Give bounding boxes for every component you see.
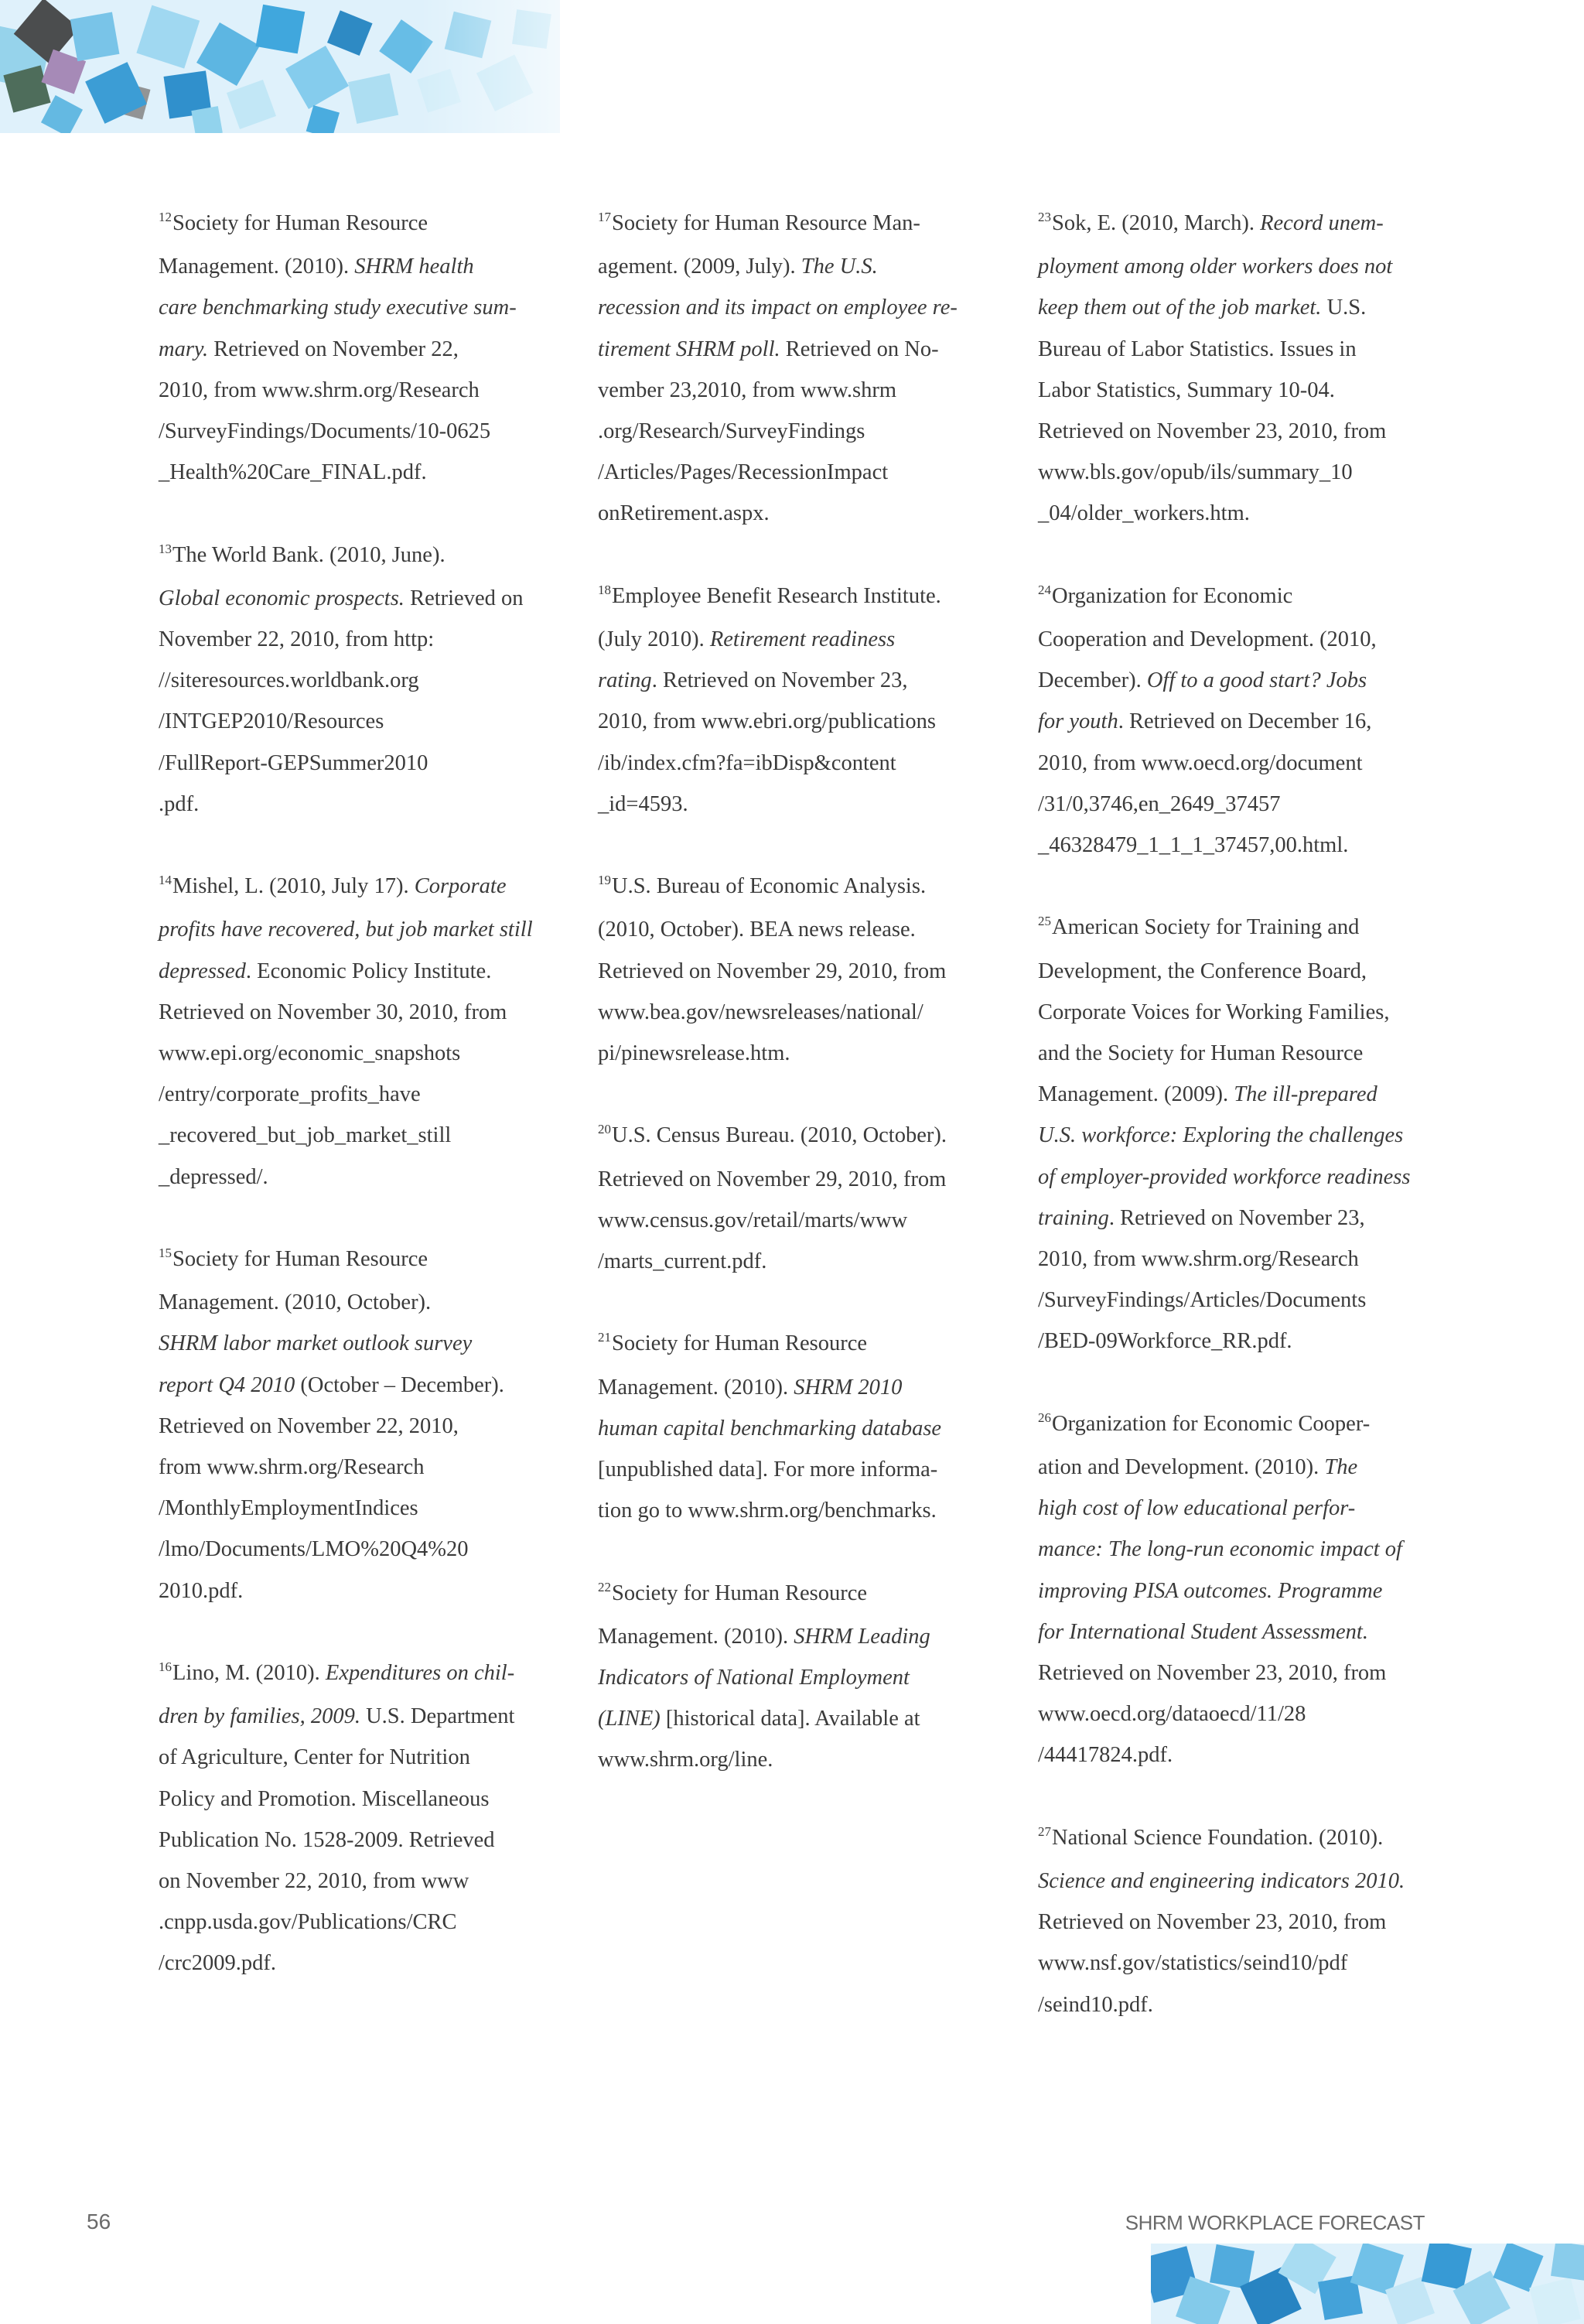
reference-text: _46328479_1_1_1_37457,00.html. xyxy=(1038,833,1349,858)
reference-25 xyxy=(1038,907,1434,1362)
reference-text: tion go to www.shrm.org/benchmarks. xyxy=(598,1499,937,1523)
page-number: 56 xyxy=(87,2210,111,2233)
reference-line xyxy=(1038,1488,1434,1529)
reference-text: on November 22, 2010, from www xyxy=(159,1869,469,1894)
reference-text: ation and Development. (2010). xyxy=(1038,1455,1325,1480)
reference-text: pi/pinewsrelease.htm. xyxy=(598,1041,790,1066)
reference-line xyxy=(159,701,555,742)
reference-line xyxy=(598,493,994,534)
reference-line xyxy=(159,203,555,246)
reference-text: /SurveyFindings/Articles/Documents xyxy=(1038,1288,1367,1313)
reference-text: onRetirement.aspx. xyxy=(598,501,770,526)
reference-text: vember 23,2010, from www.shrm xyxy=(598,378,897,402)
references-column-1 xyxy=(159,203,555,2025)
reference-text: U.S. xyxy=(1321,296,1367,320)
reference-line xyxy=(159,411,555,452)
reference-title-text: for youth xyxy=(1038,709,1118,734)
reference-21 xyxy=(598,1323,994,1531)
reference-text: Retrieved on November 29, 2010, from xyxy=(598,959,947,983)
reference-line xyxy=(598,660,994,701)
reference-text: Retrieved on November 22, 2010, xyxy=(159,1413,459,1438)
reference-text: /entry/corporate_profits_have xyxy=(159,1082,421,1107)
reference-text: www.shrm.org/line. xyxy=(598,1748,773,1772)
reference-17 xyxy=(598,203,994,535)
reference-line xyxy=(159,1157,555,1198)
reference-text: /Articles/Pages/RecessionImpact xyxy=(598,460,889,485)
reference-line xyxy=(1038,951,1434,992)
reference-text: Management. (2010, October). xyxy=(159,1290,432,1315)
reference-line xyxy=(159,370,555,411)
reference-text: .cnpp.usda.gov/Publications/CRC xyxy=(159,1910,457,1935)
reference-title-text: SHRM health xyxy=(354,255,474,279)
reference-text: www.census.gov/retail/marts/www xyxy=(598,1208,908,1232)
reference-title-text: improving PISA outcomes. Programme xyxy=(1038,1578,1383,1603)
reference-line xyxy=(1038,452,1434,493)
reference-text: Management. (2009). xyxy=(1038,1082,1234,1107)
reference-text: Retrieved on November 23, 2010, from xyxy=(1038,1661,1387,1686)
references-column-3 xyxy=(1038,203,1434,2066)
reference-title-text: SHRM labor market outlook survey xyxy=(159,1331,473,1356)
reference-line xyxy=(1038,203,1434,246)
reference-line xyxy=(159,1115,555,1156)
reference-line xyxy=(159,1820,555,1861)
reference-number: 21 xyxy=(598,1330,611,1345)
reference-title-text: for International Student Assessment. xyxy=(1038,1619,1368,1644)
reference-title-text: rating xyxy=(598,668,652,693)
reference-line xyxy=(1038,1074,1434,1115)
reference-text: _04/older_workers.htm. xyxy=(1038,501,1250,526)
reference-line xyxy=(598,411,994,452)
reference-text: /seind10.pdf. xyxy=(1038,1992,1153,2017)
reference-title-text: The ill-prepared xyxy=(1234,1082,1377,1107)
reference-title-text: Record unem- xyxy=(1260,211,1384,235)
reference-line xyxy=(159,452,555,493)
reference-line xyxy=(159,1365,555,1406)
reference-line xyxy=(1038,1817,1434,1861)
reference-title-text: report Q4 2010 xyxy=(159,1372,295,1397)
reference-text: 2010, from www.shrm.org/Research xyxy=(1038,1247,1359,1272)
reference-title-text: care benchmarking study executive sum- xyxy=(159,296,517,320)
reference-line xyxy=(598,203,994,246)
reference-number: 25 xyxy=(1038,914,1051,929)
references-column-2 xyxy=(598,203,994,1822)
reference-line xyxy=(159,1529,555,1570)
reference-text: /ib/index.cfm?fa=ibDisp&content xyxy=(598,750,896,775)
reference-line xyxy=(159,1779,555,1820)
reference-text: Corporate Voices for Working Families, xyxy=(1038,1000,1390,1024)
reference-number: 13 xyxy=(159,541,172,556)
reference-text: Labor Statistics, Summary 10-04. xyxy=(1038,378,1335,402)
reference-line xyxy=(598,1241,994,1282)
reference-text: Retrieved on November 23, 2010, from xyxy=(1038,419,1387,444)
reference-line xyxy=(1038,329,1434,370)
reference-text: /INTGEP2010/Resources xyxy=(159,709,384,734)
reference-line xyxy=(159,1696,555,1737)
reference-title-text: SHRM 2010 xyxy=(794,1375,903,1400)
reference-line xyxy=(1038,660,1434,701)
reference-text: U.S. Bureau of Economic Analysis. xyxy=(612,874,927,899)
reference-26 xyxy=(1038,1403,1434,1776)
reference-line xyxy=(1038,1943,1434,1984)
reference-text: Organization for Economic Cooper- xyxy=(1052,1411,1371,1436)
reference-line xyxy=(159,1902,555,1943)
reference-text: Retrieved on No- xyxy=(780,337,939,361)
reference-line xyxy=(159,1447,555,1488)
reference-text: Employee Benefit Research Institute. xyxy=(612,583,941,608)
reference-text: /MonthlyEmploymentIndices xyxy=(159,1496,418,1521)
reference-line xyxy=(1038,1529,1434,1570)
reference-text: . Retrieved on November 23, xyxy=(1108,1205,1365,1230)
reference-title-text: (LINE) xyxy=(598,1707,661,1731)
reference-line xyxy=(598,1323,994,1366)
reference-line xyxy=(159,1239,555,1282)
reference-title-text: profits have recovered, but job market still xyxy=(159,918,533,942)
reference-text: /FullReport-GEPSummer2010 xyxy=(159,750,428,775)
reference-line xyxy=(1038,493,1434,534)
reference-line xyxy=(598,743,994,784)
reference-line xyxy=(159,535,555,578)
reference-22 xyxy=(598,1573,994,1781)
reference-text: .org/Research/SurveyFindings xyxy=(598,419,865,444)
reference-title-text: depressed xyxy=(159,959,246,983)
reference-14 xyxy=(159,866,555,1198)
reference-line xyxy=(598,784,994,825)
reference-line xyxy=(598,1200,994,1241)
reference-text: Management. (2010). xyxy=(598,1624,794,1649)
reference-text: [unpublished data]. For more informa- xyxy=(598,1458,938,1482)
reference-line xyxy=(159,992,555,1033)
reference-line xyxy=(598,329,994,370)
reference-line xyxy=(1038,992,1434,1033)
reference-text: Sok, E. (2010, March). xyxy=(1052,211,1261,235)
reference-line xyxy=(159,951,555,992)
reference-line xyxy=(598,909,994,950)
reference-text: 2010, from www.shrm.org/Research xyxy=(159,378,480,402)
reference-12 xyxy=(159,203,555,493)
reference-13 xyxy=(159,535,555,825)
reference-line xyxy=(1038,1321,1434,1362)
reference-title-text: training xyxy=(1038,1205,1109,1230)
reference-text: _id=4593. xyxy=(598,791,688,816)
reference-text: Lino, M. (2010). xyxy=(172,1661,326,1686)
reference-title-text: The xyxy=(1324,1455,1358,1480)
reference-line xyxy=(1038,784,1434,825)
reference-number: 27 xyxy=(1038,1823,1051,1839)
reference-text: of Agriculture, Center for Nutrition xyxy=(159,1745,470,1770)
reference-title-text: Indicators of National Employment xyxy=(598,1666,910,1690)
reference-line xyxy=(1038,1033,1434,1074)
reference-line xyxy=(159,287,555,328)
reference-number: 24 xyxy=(1038,582,1051,597)
reference-line xyxy=(159,1074,555,1115)
reference-text: /31/0,3746,en_2649_37457 xyxy=(1038,791,1281,816)
reference-text: U.S. Department xyxy=(360,1704,515,1729)
reference-line xyxy=(159,1488,555,1529)
reference-number: 26 xyxy=(1038,1410,1051,1425)
reference-text: Society for Human Resource xyxy=(172,211,428,235)
reference-number: 22 xyxy=(598,1579,611,1594)
reference-24 xyxy=(1038,576,1434,866)
reference-text: /marts_current.pdf. xyxy=(598,1249,767,1274)
reference-number: 16 xyxy=(159,1659,172,1675)
reference-18 xyxy=(598,576,994,825)
reference-line xyxy=(1038,701,1434,742)
reference-line xyxy=(159,1737,555,1778)
reference-line xyxy=(1038,1403,1434,1447)
reference-line xyxy=(1038,1280,1434,1321)
reference-number: 15 xyxy=(159,1246,172,1261)
reference-line xyxy=(1038,1239,1434,1280)
reference-text: December). xyxy=(1038,668,1147,693)
reference-title-text: keep them out of the job market. xyxy=(1038,296,1322,320)
reference-text: Management. (2010). xyxy=(598,1375,794,1400)
reference-line xyxy=(598,1449,994,1490)
reference-number: 12 xyxy=(159,210,172,224)
reference-title-text: recession and its impact on employee re- xyxy=(598,296,958,320)
reference-line xyxy=(1038,1157,1434,1198)
reference-line xyxy=(1038,411,1434,452)
reference-text: . Retrieved on December 16, xyxy=(1118,709,1372,734)
reference-line xyxy=(159,619,555,660)
reference-text: _depressed/. xyxy=(159,1164,268,1189)
reference-text: agement. (2009, July). xyxy=(598,255,801,279)
reference-text: Management. (2010). xyxy=(159,255,355,279)
reference-line xyxy=(598,992,994,1033)
reference-title-text: tirement SHRM poll. xyxy=(598,337,780,361)
reference-text: Retrieved on November 30, 2010, from xyxy=(159,1000,507,1024)
reference-line xyxy=(159,329,555,370)
reference-number: 19 xyxy=(598,873,611,888)
reference-text: /lmo/Documents/LMO%20Q4%20 xyxy=(159,1537,469,1562)
reference-text: _Health%20Care_FINAL.pdf. xyxy=(159,460,427,485)
reference-text: Society for Human Resource xyxy=(172,1247,428,1272)
reference-title-text: Science and engineering indicators 2010. xyxy=(1038,1869,1405,1894)
reference-line xyxy=(598,246,994,287)
reference-line xyxy=(1038,1734,1434,1775)
reference-text: Development, the Conference Board, xyxy=(1038,959,1367,983)
reference-title-text: ployment among older workers does not xyxy=(1038,255,1393,279)
reference-text: www.epi.org/economic_snapshots xyxy=(159,1041,461,1066)
reference-line xyxy=(159,1861,555,1902)
reference-title-text: Retirement readiness xyxy=(709,627,896,652)
reference-text: Bureau of Labor Statistics. Issues in xyxy=(1038,337,1357,361)
reference-line xyxy=(1038,1652,1434,1693)
reference-line xyxy=(598,1159,994,1200)
reference-line xyxy=(159,1406,555,1447)
reference-text: www.oecd.org/dataoecd/11/28 xyxy=(1038,1702,1306,1727)
reference-text: American Society for Training and xyxy=(1052,915,1360,940)
reference-line xyxy=(159,1033,555,1074)
reference-title-text: Expenditures on chil- xyxy=(325,1661,515,1686)
reference-text: Retrieved on November 23, 2010, from xyxy=(1038,1910,1387,1935)
reference-line xyxy=(1038,576,1434,619)
reference-text: Mishel, L. (2010, July 17). xyxy=(172,874,415,899)
reference-line xyxy=(598,452,994,493)
reference-line xyxy=(1038,1115,1434,1156)
reference-text: www.bea.gov/newsreleases/national/ xyxy=(598,1000,923,1024)
reference-15 xyxy=(159,1239,555,1611)
reference-text: The World Bank. (2010, June). xyxy=(172,542,446,567)
reference-number: 23 xyxy=(1038,210,1051,224)
reference-text: Retrieved on xyxy=(404,586,524,610)
reference-text: 2010, from www.oecd.org/document xyxy=(1038,750,1363,775)
reference-line xyxy=(1038,287,1434,328)
reference-text: //siteresources.worldbank.org xyxy=(159,668,419,693)
reference-line xyxy=(159,660,555,701)
reference-text: _recovered_but_job_market_still xyxy=(159,1123,452,1148)
reference-line xyxy=(598,287,994,328)
reference-line xyxy=(598,1115,994,1158)
reference-text: 2010, from www.ebri.org/publications xyxy=(598,709,936,734)
reference-line xyxy=(1038,1693,1434,1734)
reference-text: Retrieved on November 29, 2010, from xyxy=(598,1167,947,1191)
reference-number: 18 xyxy=(598,582,611,597)
reference-line xyxy=(598,1367,994,1408)
reference-line xyxy=(598,370,994,411)
reference-number: 17 xyxy=(598,210,611,224)
reference-number: 20 xyxy=(598,1122,611,1137)
reference-line xyxy=(159,784,555,825)
reference-text: . Economic Policy Institute. xyxy=(245,959,492,983)
reference-line xyxy=(1038,1984,1434,2025)
reference-23 xyxy=(1038,203,1434,535)
reference-title-text: Off to a good start? Jobs xyxy=(1146,668,1367,693)
reference-line xyxy=(1038,1570,1434,1611)
reference-title-text: U.S. workforce: Exploring the challenges xyxy=(1038,1123,1404,1148)
reference-text: (October – December). xyxy=(295,1372,504,1397)
reference-text: [historical data]. Available at xyxy=(660,1707,920,1731)
reference-text: /crc2009.pdf. xyxy=(159,1951,276,1976)
reference-line xyxy=(1038,1447,1434,1488)
reference-line xyxy=(598,1033,994,1074)
footer-mosaic-decoration xyxy=(1151,2244,1584,2324)
reference-text: from www.shrm.org/Research xyxy=(159,1455,425,1480)
reference-line xyxy=(1038,619,1434,660)
reference-line xyxy=(159,909,555,950)
reference-text: (2010, October). BEA news release. xyxy=(598,918,916,942)
reference-text: Society for Human Resource Man- xyxy=(612,211,920,235)
reference-text: Publication No. 1528-2009. Retrieved xyxy=(159,1827,495,1852)
reference-line xyxy=(1038,1861,1434,1902)
reference-title-text: SHRM Leading xyxy=(794,1624,930,1649)
reference-text: Society for Human Resource xyxy=(612,1581,868,1605)
reference-text: Cooperation and Development. (2010, xyxy=(1038,627,1377,652)
reference-text: Policy and Promotion. Miscellaneous xyxy=(159,1786,490,1811)
reference-line xyxy=(1038,246,1434,287)
reference-line xyxy=(598,619,994,660)
reference-line xyxy=(598,1698,994,1739)
reference-line xyxy=(159,578,555,619)
reference-text: Retrieved on November 22, xyxy=(208,337,459,361)
reference-text: and the Society for Human Resource xyxy=(1038,1041,1364,1066)
reference-title-text: mary. xyxy=(159,337,209,361)
reference-line xyxy=(159,1943,555,1984)
reference-text: www.nsf.gov/statistics/seind10/pdf xyxy=(1038,1951,1348,1976)
reference-line xyxy=(159,1570,555,1611)
reference-text: 2010.pdf. xyxy=(159,1578,244,1603)
reference-line xyxy=(598,1657,994,1698)
reference-line xyxy=(1038,1611,1434,1652)
reference-text: November 22, 2010, from http: xyxy=(159,627,435,652)
reference-line xyxy=(1038,907,1434,950)
reference-line xyxy=(598,866,994,909)
reference-line xyxy=(598,1573,994,1616)
reference-title-text: of employer-provided workforce readiness xyxy=(1038,1164,1411,1189)
reference-title-text: human capital benchmarking database xyxy=(598,1416,942,1441)
reference-line xyxy=(1038,1902,1434,1943)
reference-title-text: mance: The long-run economic impact of xyxy=(1038,1537,1402,1562)
reference-line xyxy=(159,743,555,784)
reference-text: .pdf. xyxy=(159,791,200,816)
reference-line xyxy=(159,1282,555,1323)
reference-text: Organization for Economic xyxy=(1052,583,1293,608)
reference-line xyxy=(1038,743,1434,784)
reference-title-text: Global economic prospects. xyxy=(159,586,405,610)
reference-line xyxy=(159,246,555,287)
reference-line xyxy=(159,1323,555,1364)
reference-16 xyxy=(159,1652,555,1984)
reference-line xyxy=(1038,1198,1434,1239)
reference-line xyxy=(1038,825,1434,866)
reference-line xyxy=(598,701,994,742)
reference-27 xyxy=(1038,1817,1434,2025)
reference-line xyxy=(1038,370,1434,411)
reference-line xyxy=(159,866,555,909)
reference-title-text: The U.S. xyxy=(801,255,878,279)
reference-line xyxy=(598,1616,994,1657)
header-mosaic-decoration xyxy=(0,0,560,133)
reference-line xyxy=(598,1408,994,1449)
reference-text: . Retrieved on November 23, xyxy=(651,668,908,693)
reference-text: Society for Human Resource xyxy=(612,1331,868,1356)
reference-text: /BED-09Workforce_RR.pdf. xyxy=(1038,1329,1292,1354)
reference-20 xyxy=(598,1115,994,1282)
reference-number: 14 xyxy=(159,873,172,888)
reference-19 xyxy=(598,866,994,1074)
reference-text: (July 2010). xyxy=(598,627,710,652)
reference-text: National Science Foundation. (2010). xyxy=(1052,1825,1384,1850)
reference-title-text: dren by families, 2009. xyxy=(159,1704,360,1729)
reference-text: www.bls.gov/opub/ils/summary_10 xyxy=(1038,460,1353,485)
footer-publication-title: SHRM WORKPLACE FORECAST xyxy=(1125,2211,1425,2234)
reference-text: U.S. Census Bureau. (2010, October). xyxy=(612,1123,947,1148)
reference-line xyxy=(598,951,994,992)
reference-title-text: high cost of low educational perfor- xyxy=(1038,1496,1356,1521)
reference-line xyxy=(598,1739,994,1780)
reference-title-text: Corporate xyxy=(414,874,507,899)
reference-line xyxy=(159,1652,555,1696)
reference-text: /SurveyFindings/Documents/10-0625 xyxy=(159,419,491,444)
reference-line xyxy=(598,1490,994,1531)
reference-text: /44417824.pdf. xyxy=(1038,1743,1173,1768)
reference-line xyxy=(598,576,994,619)
